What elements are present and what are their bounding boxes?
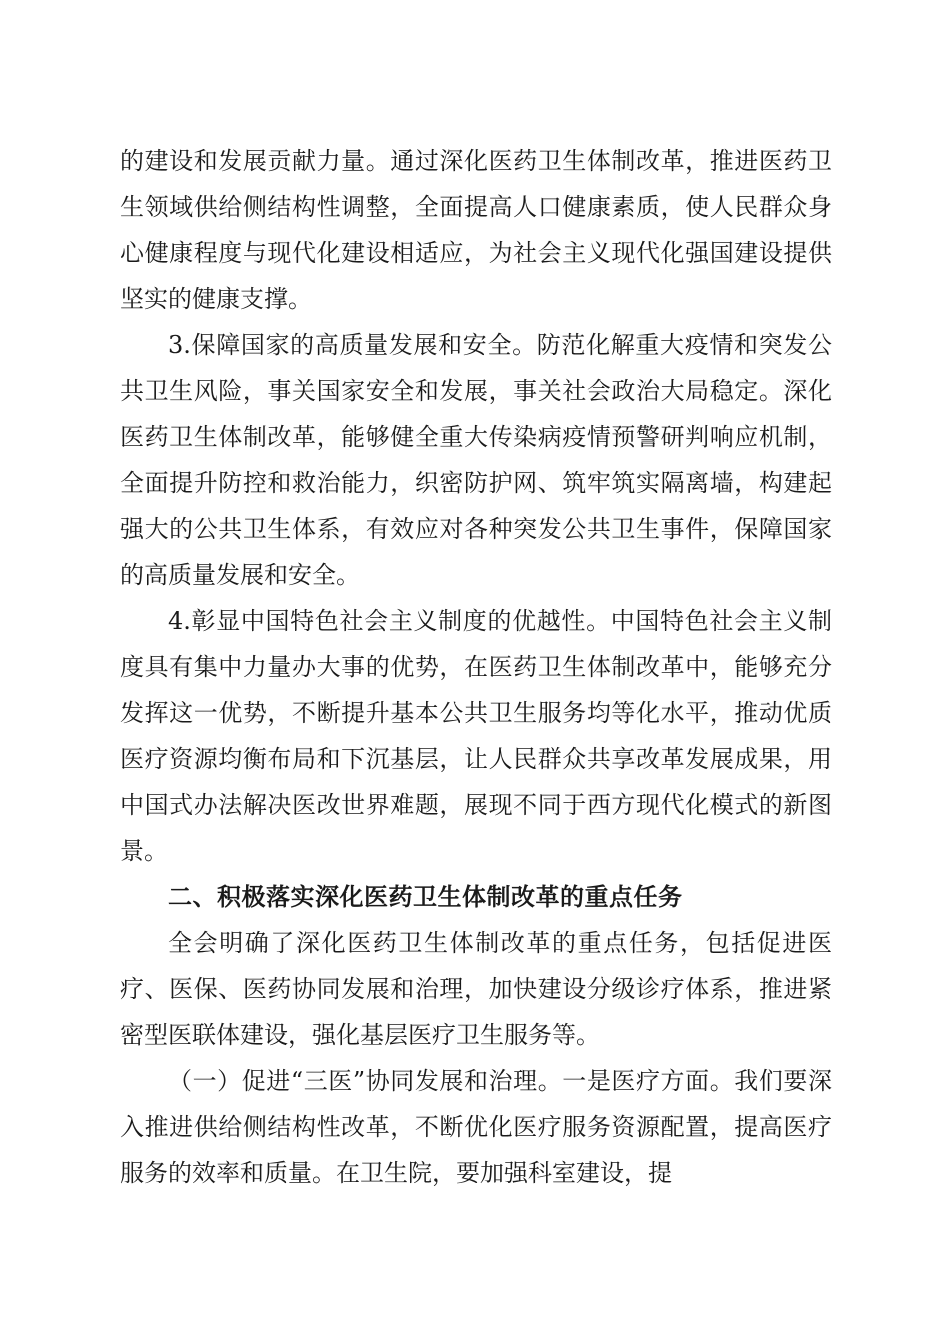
section-heading-2: 二、积极落实深化医药卫生体制改革的重点任务 — [168, 883, 683, 911]
paragraph-point-3: 3.保障国家的高质量发展和安全。防范化解重大疫情和突发公共卫生风险，事关国家安全和发展，事关社会政治大局稳定。深化医药卫生体制改革，能够健全重大传染病疫情预警研判响应机制，全面提升防控和救治能力，织密防护网、筑牢筑实隔离墙，构建起强大的公共卫生体系，有效应对各种突发公共卫生事件，保障国家的高质量发展和安全。 — [120, 331, 832, 589]
document-body — [120, 138, 832, 1196]
paragraph-subsection-1: （一）促进“三医”协同发展和治理。一是医疗方面。我们要深入推进供给侧结构性改革，不断优化医疗服务资源配置，提高医疗服务的效率和质量。在卫生院，要加强科室建设，提 — [120, 1067, 832, 1187]
paragraph-continuation: 的建设和发展贡献力量。通过深化医药卫生体制改革，推进医药卫生领域供给侧结构性调整，全面提高人口健康素质，使人民群众身心健康程度与现代化建设相适应，为社会主义现代化强国建设提供坚实的健康支撑。 — [120, 147, 832, 313]
paragraph-key-tasks: 全会明确了深化医药卫生体制改革的重点任务，包括促进医疗、医保、医药协同发展和治理，加快建设分级诊疗体系，推进紧密型医联体建设，强化基层医疗卫生服务等。 — [120, 929, 832, 1049]
paragraph-point-4: 4.彰显中国特色社会主义制度的优越性。中国特色社会主义制度具有集中力量办大事的优势，在医药卫生体制改革中，能够充分发挥这一优势，不断提升基本公共卫生服务均等化水平，推动优质医疗资源均衡布局和下沉基层，让人民群众共享改革发展成果，用中国式办法解决医改世界难题，展现不同于西方现代化模式的新图景。 — [120, 607, 832, 865]
